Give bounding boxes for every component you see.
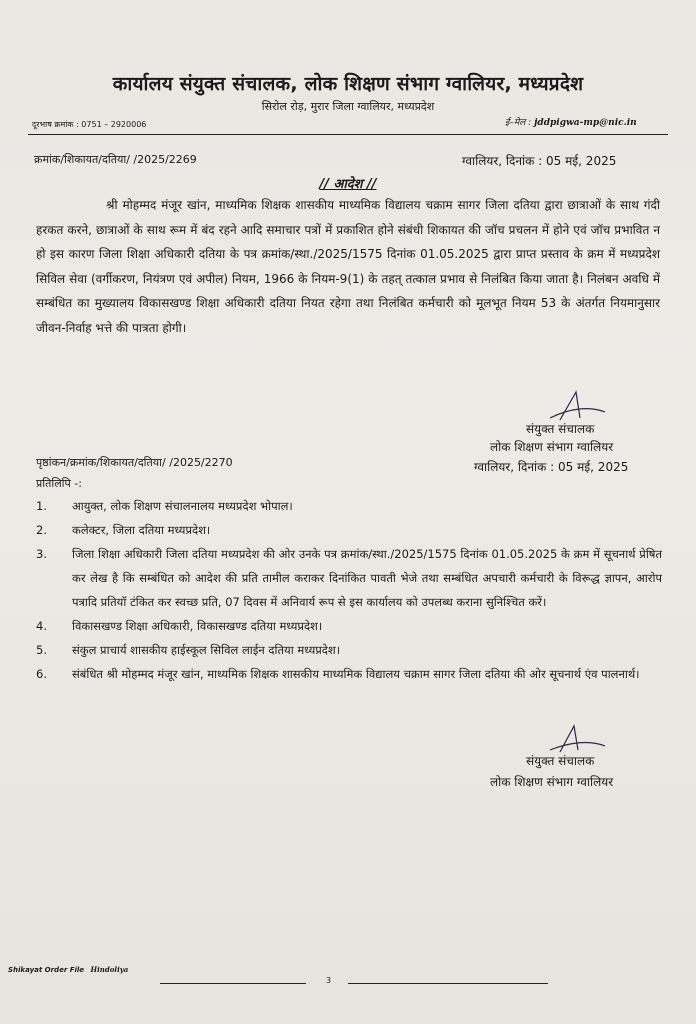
signatory-office: लोक शिक्षण संभाग ग्वालियर [490,440,614,454]
recipient-item: 1. आयुक्त, लोक शिक्षण संचालनालय मध्यप्रदेश भोपाल। [36,499,293,513]
office-address: सिरोल रोड़, मुरार जिला ग्वालियर, मध्यप्रदेश [261,100,435,113]
header-divider [28,134,668,135]
endorsement-date: ग्वालियर, दिनांक : 05 मई, 2025 [474,460,629,474]
signatory-designation-2: संयुक्त संचालक [526,754,595,768]
email-label: ई–मेल : [505,118,532,128]
signatory-designation: संयुक्त संचालक [526,422,595,436]
handwritten-initial: Hindoliya [90,965,129,974]
order-heading: // आदेश // [319,177,377,192]
page-number: 3 [326,976,332,985]
signatory-office-2: लोक शिक्षण संभाग ग्वालियर [490,775,614,789]
order-reference: क्रमांक/शिकायत/दतिया/ /2025/2269 [34,153,197,166]
endorsement-reference: पृष्ठांकन/क्रमांक/शिकायत/दतिया/ /2025/2270 [36,456,233,469]
recipient-item: 5. संकुल प्राचार्य शासकीय हाईस्कूल सिविल लाईन दतिया मध्यप्रदेश। [36,643,341,657]
office-email [505,115,637,128]
email-address: jddpigwa-mp@nic.in [534,118,637,128]
recipient-list [36,494,662,686]
recipient-item: 2. कलेक्टर, जिला दतिया मध्यप्रदेश। [36,523,211,537]
recipient-item: 4. विकासखण्ड शिक्षा अधिकारी, विकासखण्ड दतिया मध्यप्रदेश। [36,619,323,633]
order-date: ग्वालियर, दिनांक : 05 मई, 2025 [462,154,617,168]
copy-to-label: प्रतिलिपि -: [36,477,82,490]
recipient-item: 6. संबंधित श्री मोहम्मद मंजूर खांन, माध्यमिक शिक्षक शासकीय माध्यमिक विद्यालय चक्राम सागर जिला दतिया की ओर सूचनार्थ एंव पालनार्थ। [36,667,640,681]
order-body: श्री मोहम्मद मंजूर खांन, माध्यमिक शिक्षक शासकीय माध्यमिक विद्यालय चक्राम सागर जिला दतिया द्वारा छात्राओं के साथ गंदी हरकत करने, छात्राओं के साथ रूम में बंद रहने आदि समाचार पत्रों में प्रकाशित होने संबंधी शिकायत की जॉच प्रचलन में होने एवं जॉच प्रभावित न हो इस कारण जिला शिक्षा अधिकारी दतिया के पत्र क्रमांक/स्था./2025/1575 दिनांक 01.05.2025 द्वारा प्राप्त प्रस्ताव के क्रम में मध्यप्रदेश सिविल सेवा (वर्गीकरण, नियंत्रण एवं अपील) नियम, 1966 के नियम-9(1) के तहत् तत्काल प्रभाव से निलंबित किया जाता है। निलंबन अवधि में सम्बंधित का मुख्यालय विकासखण्ड शिक्षा अधिकारी दतिया नियत रहेगा तथा निलंबित कर्मचारी को मूलभूत नियम 53 के अंतर्गत नियमानुसार जीवन-निर्वाह भत्ते की पात्रता होगी। [36,198,660,335]
footer-rule-left [160,983,306,984]
recipient-item: 3. जिला शिक्षा अधिकारी जिला दतिया मध्यप्रदेश की ओर उनके पत्र क्रमांक/स्था./2025/1575 दिनांक 01.05.2025 के क्रम में सूचनार्थ प्रेषित कर लेख है कि सम्बंधित को आदेश की प्रति तामील कराकर दिनांकित पावती भेजे तथा सम्बंधित अपचारी कर्मचारी के विरूद्ध ज्ञापन, आरोप पत्रादि प्रतियॉ टंकित कर स्वच्छ प्रति, 07 दिवस में अनिवार्य रूप से इस कार्यालय को उपलब्ध कराना सुनिश्चित करें। [36,547,662,609]
office-title: कार्यालय संयुक्त संचालक, लोक शिक्षण संभाग ग्वालियर, मध्यप्रदेश [112,73,584,95]
footer-rule-right [348,983,548,984]
office-phone: दूरभाष क्रमांक : 0751 – 2920006 [32,120,147,129]
file-label: Shikayat Order File Hindoliya [8,965,129,974]
